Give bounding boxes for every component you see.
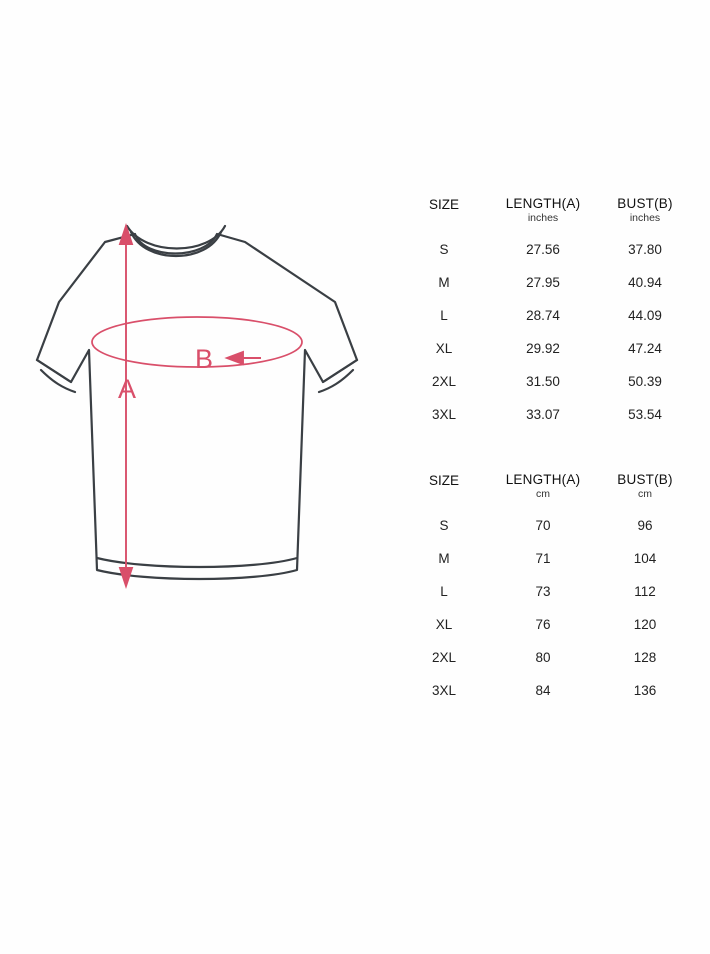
header-size — [396, 196, 492, 228]
cell-bust: 44.09 — [628, 308, 662, 323]
cell-size: S — [439, 242, 449, 257]
table-header-row — [396, 472, 696, 504]
size-table — [396, 196, 696, 431]
header-length-unit: cm — [536, 488, 550, 500]
cell-size: M — [438, 275, 450, 290]
table-header-row — [396, 196, 696, 228]
label-b: B — [195, 344, 214, 374]
cell-length: 33.07 — [526, 407, 560, 422]
table-header — [396, 472, 696, 504]
cell-size: XL — [435, 341, 453, 356]
cell-bust: 120 — [633, 617, 657, 632]
header-length — [492, 196, 594, 228]
cell-size: L — [440, 308, 448, 323]
table-row — [396, 266, 696, 299]
cell-length: 70 — [535, 518, 551, 533]
cell-bust: 47.24 — [628, 341, 662, 356]
cell-bust: 50.39 — [628, 374, 662, 389]
cell-bust: 40.94 — [628, 275, 662, 290]
cell-size: XL — [435, 617, 453, 632]
header-size — [396, 472, 492, 504]
cell-size: 2XL — [431, 650, 457, 665]
header-bust-unit: cm — [638, 488, 652, 500]
size-table — [396, 472, 696, 707]
table-row — [396, 228, 696, 266]
header-length-label: LENGTH(A) — [505, 472, 581, 487]
table-header — [396, 196, 696, 228]
cell-bust: 104 — [633, 551, 657, 566]
table-row — [396, 575, 696, 608]
cell-length: 71 — [535, 551, 551, 566]
cell-bust: 37.80 — [628, 242, 662, 257]
cell-size: S — [439, 518, 449, 533]
cell-length: 28.74 — [526, 308, 560, 323]
table-row — [396, 365, 696, 398]
cell-bust: 96 — [637, 518, 653, 533]
header-bust-label: BUST(B) — [617, 472, 673, 487]
header-bust-label: BUST(B) — [617, 196, 673, 211]
table-row — [396, 674, 696, 707]
cell-size: 3XL — [431, 683, 457, 698]
header-bust — [594, 472, 696, 504]
table-row — [396, 641, 696, 674]
table-body — [396, 504, 696, 707]
header-length-label: LENGTH(A) — [505, 196, 581, 211]
table-body — [396, 228, 696, 431]
table-row — [396, 332, 696, 365]
cell-length: 76 — [535, 617, 551, 632]
table-row — [396, 299, 696, 332]
tshirt-illustration — [0, 0, 390, 420]
size-table-cm — [396, 472, 696, 707]
cell-size: 2XL — [431, 374, 457, 389]
header-size-label: SIZE — [428, 473, 459, 488]
cell-bust: 53.54 — [628, 407, 662, 422]
header-size-label: SIZE — [428, 197, 459, 212]
cell-size: L — [440, 584, 448, 599]
cell-length: 27.56 — [526, 242, 560, 257]
tshirt-svg — [5, 210, 385, 610]
table-row — [396, 542, 696, 575]
table-row — [396, 608, 696, 641]
cell-length: 84 — [535, 683, 551, 698]
cell-length: 27.95 — [526, 275, 560, 290]
cell-size: M — [438, 551, 450, 566]
cell-length: 73 — [535, 584, 551, 599]
cell-bust: 112 — [634, 584, 656, 599]
cell-bust: 128 — [633, 650, 657, 665]
table-row — [396, 504, 696, 542]
size-table-inches — [396, 196, 696, 431]
cell-length: 80 — [535, 650, 551, 665]
label-a: A — [118, 374, 137, 404]
cell-length: 29.92 — [526, 341, 560, 356]
header-length-unit: inches — [527, 212, 559, 224]
header-bust-unit: inches — [629, 212, 661, 224]
cell-bust: 136 — [633, 683, 657, 698]
cell-size: 3XL — [431, 407, 457, 422]
header-length — [492, 472, 594, 504]
table-row — [396, 398, 696, 431]
cell-length: 31.50 — [526, 374, 560, 389]
header-bust — [594, 196, 696, 228]
